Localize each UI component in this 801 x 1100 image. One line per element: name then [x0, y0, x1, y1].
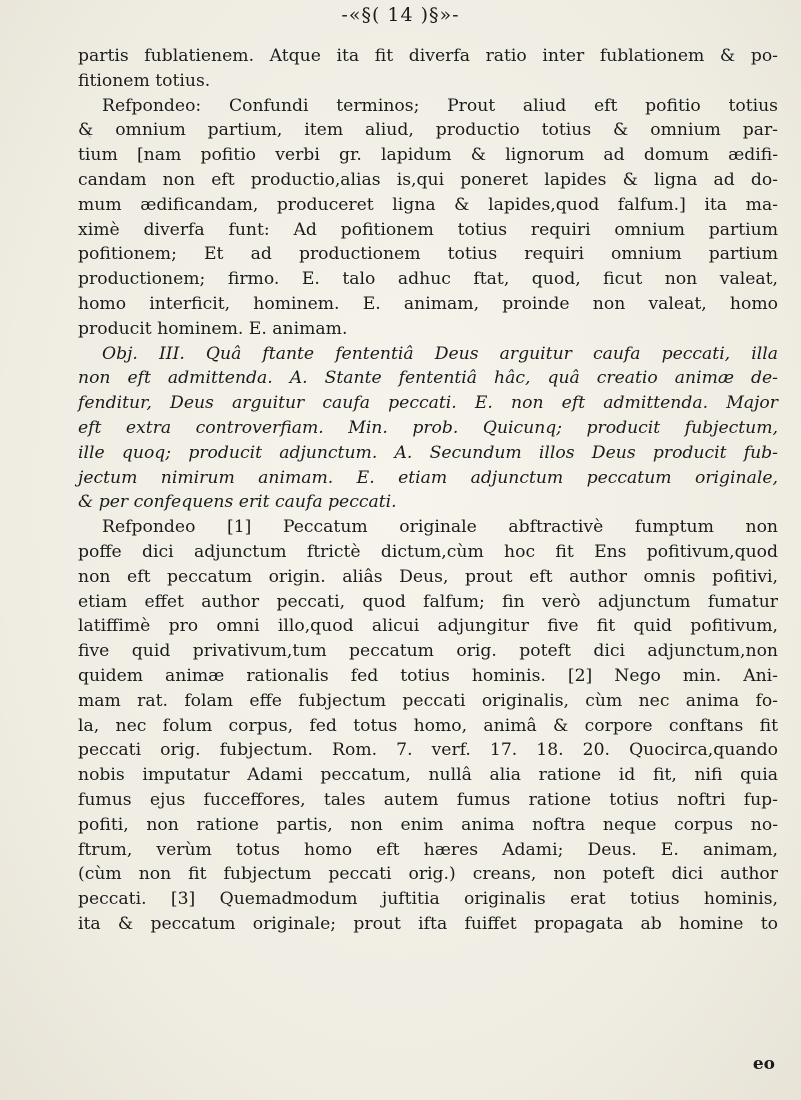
text-line: eft extra controverfiam. Min. prob. Quicunq; producit fubjectum, [78, 417, 778, 438]
text-line: Refpondeo: Confundi terminos; Prout aliud eft pofitio totius [102, 95, 778, 116]
text-line: candam non eft productio,alias is,qui poneret lapides & ligna ad do- [78, 169, 778, 190]
text-line: five quid privativum,tum peccatum orig. poteft dici adjunctum,non [78, 641, 778, 662]
text-line: quidem animæ rationalis fed totius hominis. [2] Nego min. Ani- [78, 665, 778, 686]
text-line: non eft peccatum origin. aliâs Deus, prout eft author omnis pofitivi, [78, 566, 778, 587]
text-line: peccati. [3] Quemadmodum juftitia originalis erat totius hominis, [78, 889, 778, 910]
text-line: fitionem totius. [78, 70, 211, 91]
text-line: partis fublatienem. Atque ita fit diverfa ratio inter fublationem & po- [78, 46, 778, 66]
text-line: pofiti, non ratione partis, non enim anima noftra neque corpus no- [78, 814, 778, 835]
text-line: ximè diverfa funt: Ad pofitionem totius requiri omnium partium [78, 219, 778, 240]
text-line: producit hominem. E. animam. [78, 318, 348, 339]
text-line: Refpondeo [1] Peccatum originale abftractivè fumptum non [102, 517, 778, 538]
text-line: productionem; firmo. E. talo adhuc ftat, quod, ficut non valeat, [78, 269, 778, 290]
text-line: tium [nam pofitio verbi gr. lapidum & lignorum ad domum ædifi- [78, 145, 778, 166]
text-line: ille quoq; producit adjunctum. A. Secundum illos Deus producit fub- [78, 442, 778, 463]
text-line: mum ædificandam, produceret ligna & lapides,quod falfum.] ita ma- [78, 194, 778, 215]
body-text [78, 44, 778, 937]
text-line: la, nec folum corpus, fed totus homo, animâ & corpore conftans fit [78, 715, 778, 736]
text-line: fenditur, Deus arguitur caufa peccati. E. non eft admittenda. Major [78, 393, 778, 414]
text-line: poffe dici adjunctum ftrictè dictum,cùm hoc fit Ens pofitivum,quod [78, 541, 778, 562]
text-line: & omnium partium, item aliud, productio totius & omnium par- [78, 120, 778, 141]
text-line: etiam effet author peccati, quod falfum; fin verò adjunctum fumatur [78, 591, 778, 612]
text-line: non eft admittenda. A. Stante fententiâ hâc, quâ creatio animæ de- [78, 368, 778, 389]
text-line: nobis imputatur Adami peccatum, nullâ alia ratione id fit, nifi quia [78, 765, 778, 786]
text-line: ita & peccatum originale; prout ifta fuiffet propagata ab homine to [78, 913, 778, 934]
text-line: jectum nimirum animam. E. etiam adjunctum peccatum originale, [78, 467, 778, 488]
text-line: & per confequens erit caufa peccati. [78, 492, 397, 513]
text-line: (cùm non fit fubjectum peccati orig.) creans, non poteft dici author [78, 864, 778, 885]
text-line: homo interficit, hominem. E. animam, proinde non valeat, homo [78, 293, 778, 314]
text-line: fumus ejus fucceffores, tales autem fumus ratione totius noftri fup- [78, 789, 778, 810]
text-line: mam rat. folam effe fubjectum peccati originalis, cùm nec anima fo- [78, 690, 778, 711]
text-line: Obj. III. Quâ ftante fententiâ Deus arguitur caufa peccati, illa [102, 343, 778, 364]
text-line: latiffimè pro omni illo,quod alicui adjungitur five fit quid pofitivum, [78, 616, 778, 637]
text-line: ftrum, verùm totus homo eft hæres Adami; Deus. E. animam, [78, 839, 778, 860]
page-header: -«§( 14 )§»- [341, 4, 460, 26]
text-line: peccati orig. fubjectum. Rom. 7. verf. 17. 18. 20. Quocirca,quando [78, 740, 778, 761]
catchword: eo [752, 1054, 775, 1074]
text-line: pofitionem; Et ad productionem totius requiri omnium partium [78, 244, 778, 265]
